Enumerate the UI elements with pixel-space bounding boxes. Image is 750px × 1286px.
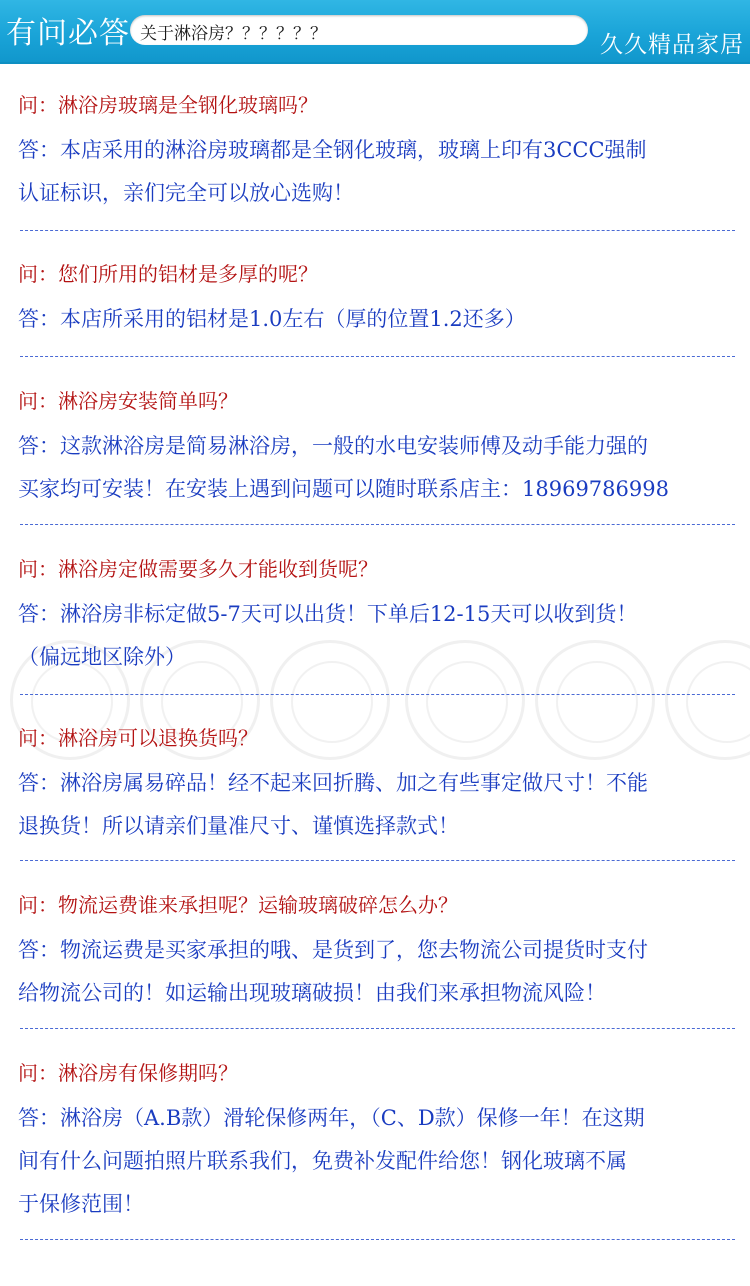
faq-answer-line: 答：淋浴房非标定做5-7天可以出货！下单后12-15天可以收到货！ [18, 602, 638, 626]
faq-answer-line: 答：淋浴房属易碎品！经不起来回折腾、加之有些事定做尺寸！不能 [18, 771, 648, 795]
dashed-divider [20, 860, 735, 861]
subtitle-pill [130, 15, 588, 45]
header-banner [0, 0, 750, 64]
faq-question: 问：淋浴房玻璃是全钢化玻璃吗？ [18, 93, 318, 117]
faq-question: 问：淋浴房定做需要多久才能收到货呢？ [18, 557, 378, 581]
faq-answer [18, 298, 738, 341]
faq-item [18, 1058, 738, 1226]
faq-item [18, 890, 738, 1015]
dashed-divider [20, 1028, 735, 1029]
faq-answer-line: 答：本店采用的淋浴房玻璃都是全钢化玻璃，玻璃上印有3CCC强制 [18, 138, 647, 162]
dashed-divider [20, 356, 735, 357]
faq-answer-line: 答：淋浴房（A.B款）滑轮保修两年，（C、D款）保修一年！在这期 [18, 1106, 645, 1130]
faq-question: 问：淋浴房安装简单吗？ [18, 389, 238, 413]
faq-question: 问：物流运费谁来承担呢？运输玻璃破碎怎么办？ [18, 893, 458, 917]
faq-item [18, 386, 738, 511]
faq-item [18, 259, 738, 341]
faq-item [18, 723, 738, 848]
faq-question: 问：淋浴房可以退换货吗？ [18, 726, 258, 750]
faq-answer [18, 593, 738, 679]
page-title: 有问必答 [6, 16, 130, 51]
faq-answer-line: 答：物流运费是买家承担的哦、是货到了，您去物流公司提货时支付 [18, 938, 648, 962]
faq-answer [18, 762, 738, 848]
shop-name: 久久精品家居 [600, 32, 744, 58]
faq-answer-line: 答：本店所采用的铝材是1.0左右（厚的位置1.2还多） [18, 307, 526, 331]
faq-item [18, 554, 738, 679]
dashed-divider [20, 1239, 735, 1240]
dashed-divider [20, 524, 735, 525]
faq-answer-line: （偏远地区除外） [18, 645, 186, 669]
faq-answer [18, 425, 738, 511]
subtitle-text: 关于淋浴房？？？？？？ [140, 24, 327, 44]
dashed-divider [20, 230, 735, 231]
faq-item [18, 90, 738, 215]
dashed-divider [20, 694, 735, 695]
faq-answer-line: 给物流公司的！如运输出现玻璃破损！由我们来承担物流风险！ [18, 981, 606, 1005]
faq-answer [18, 129, 738, 215]
faq-answer-line: 答：这款淋浴房是简易淋浴房，一般的水电安装师傅及动手能力强的 [18, 434, 648, 458]
faq-answer-line: 认证标识，亲们完全可以放心选购！ [18, 181, 354, 205]
faq-answer-line: 于保修范围！ [18, 1192, 144, 1216]
faq-answer [18, 1097, 738, 1226]
faq-answer-line: 买家均可安装！在安装上遇到问题可以随时联系店主：18969786998 [18, 477, 669, 501]
faq-answer [18, 929, 738, 1015]
faq-answer-line: 退换货！所以请亲们量准尺寸、谨慎选择款式！ [18, 814, 459, 838]
faq-question: 问：您们所用的铝材是多厚的呢？ [18, 262, 318, 286]
faq-question: 问：淋浴房有保修期吗？ [18, 1061, 238, 1085]
faq-answer-line: 间有什么问题拍照片联系我们，免费补发配件给您！钢化玻璃不属 [18, 1149, 627, 1173]
